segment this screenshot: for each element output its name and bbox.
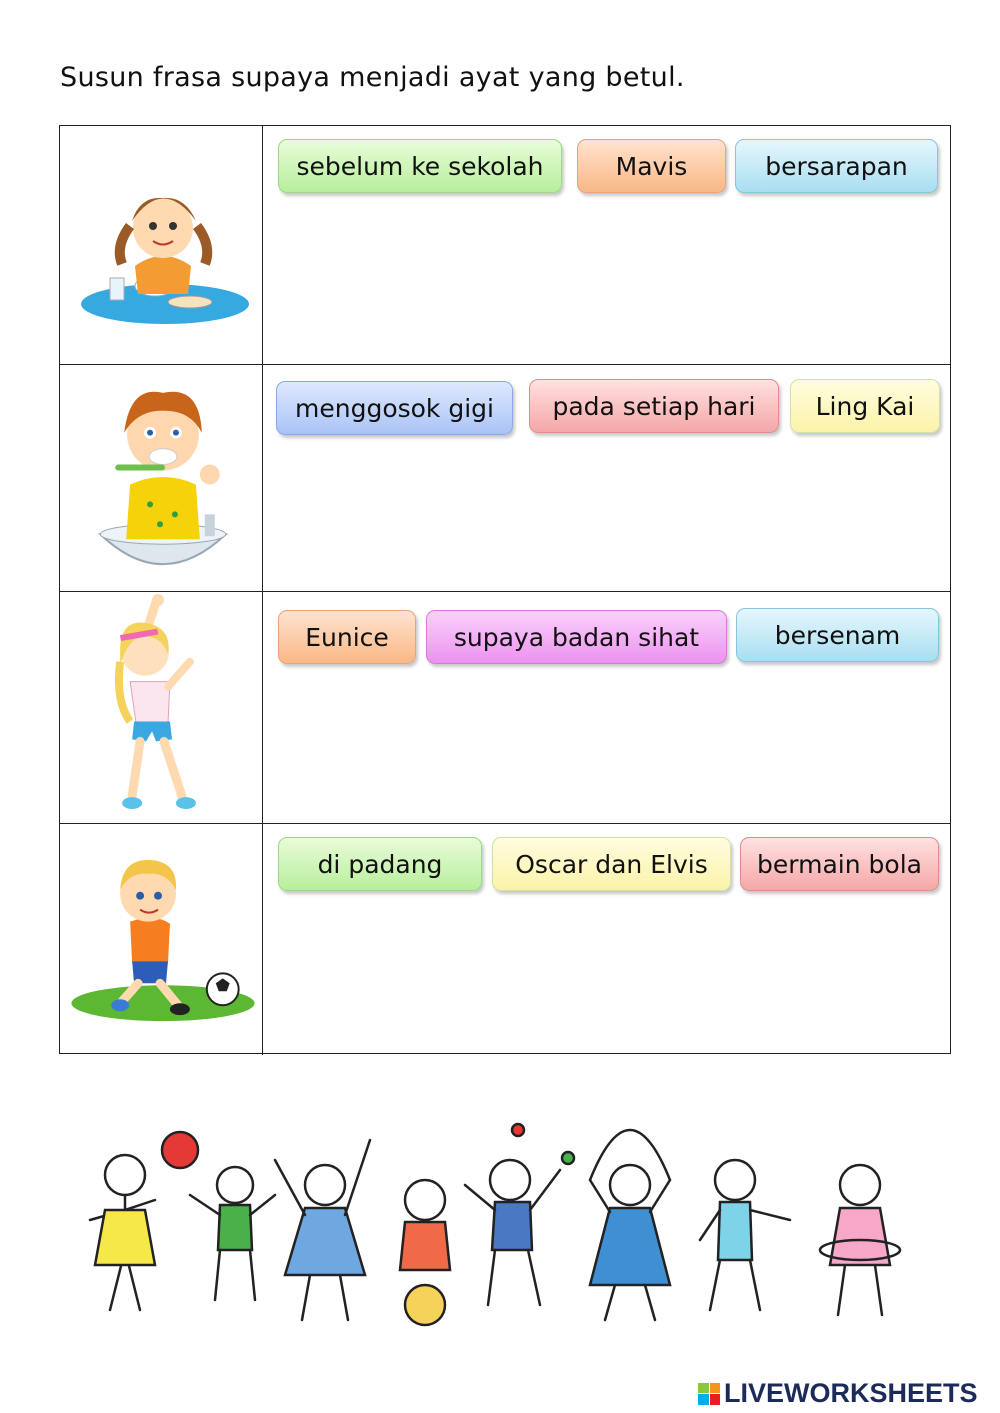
phrase-chip[interactable]: Oscar dan Elvis: [492, 837, 731, 891]
children-playing-illustration: [70, 1100, 930, 1340]
picture-girl-exercising: [60, 592, 263, 823]
phrase-chip[interactable]: di padang: [278, 837, 482, 891]
phrase-chip[interactable]: Ling Kai: [790, 379, 940, 433]
worksheet-table: [59, 125, 951, 1054]
liveworksheets-logo: [698, 1378, 978, 1409]
picture-girl-eating-breakfast: [60, 126, 263, 364]
logo-text: LIVEWORKSHEETS: [724, 1378, 978, 1408]
picture-boy-playing-football: [60, 824, 263, 1055]
phrase-chip[interactable]: Mavis: [577, 139, 726, 193]
phrase-chip[interactable]: Eunice: [278, 610, 416, 664]
phrase-chip[interactable]: bermain bola: [740, 837, 939, 891]
picture-boy-brushing-teeth: [60, 365, 263, 591]
table-row: [60, 823, 950, 1055]
phrase-chip[interactable]: bersenam: [736, 608, 939, 662]
phrase-chip[interactable]: bersarapan: [735, 139, 938, 193]
table-row: [60, 364, 950, 591]
phrase-chip[interactable]: sebelum ke sekolah: [278, 139, 562, 193]
phrase-chip[interactable]: pada setiap hari: [529, 379, 779, 433]
table-row: [60, 591, 950, 823]
phrase-chip[interactable]: supaya badan sihat: [426, 610, 727, 664]
instruction-text: Susun frasa supaya menjadi ayat yang betul.: [60, 62, 685, 93]
table-row: [60, 126, 950, 364]
logo-mark-icon: [698, 1383, 720, 1405]
phrase-chip[interactable]: menggosok gigi: [276, 381, 513, 435]
